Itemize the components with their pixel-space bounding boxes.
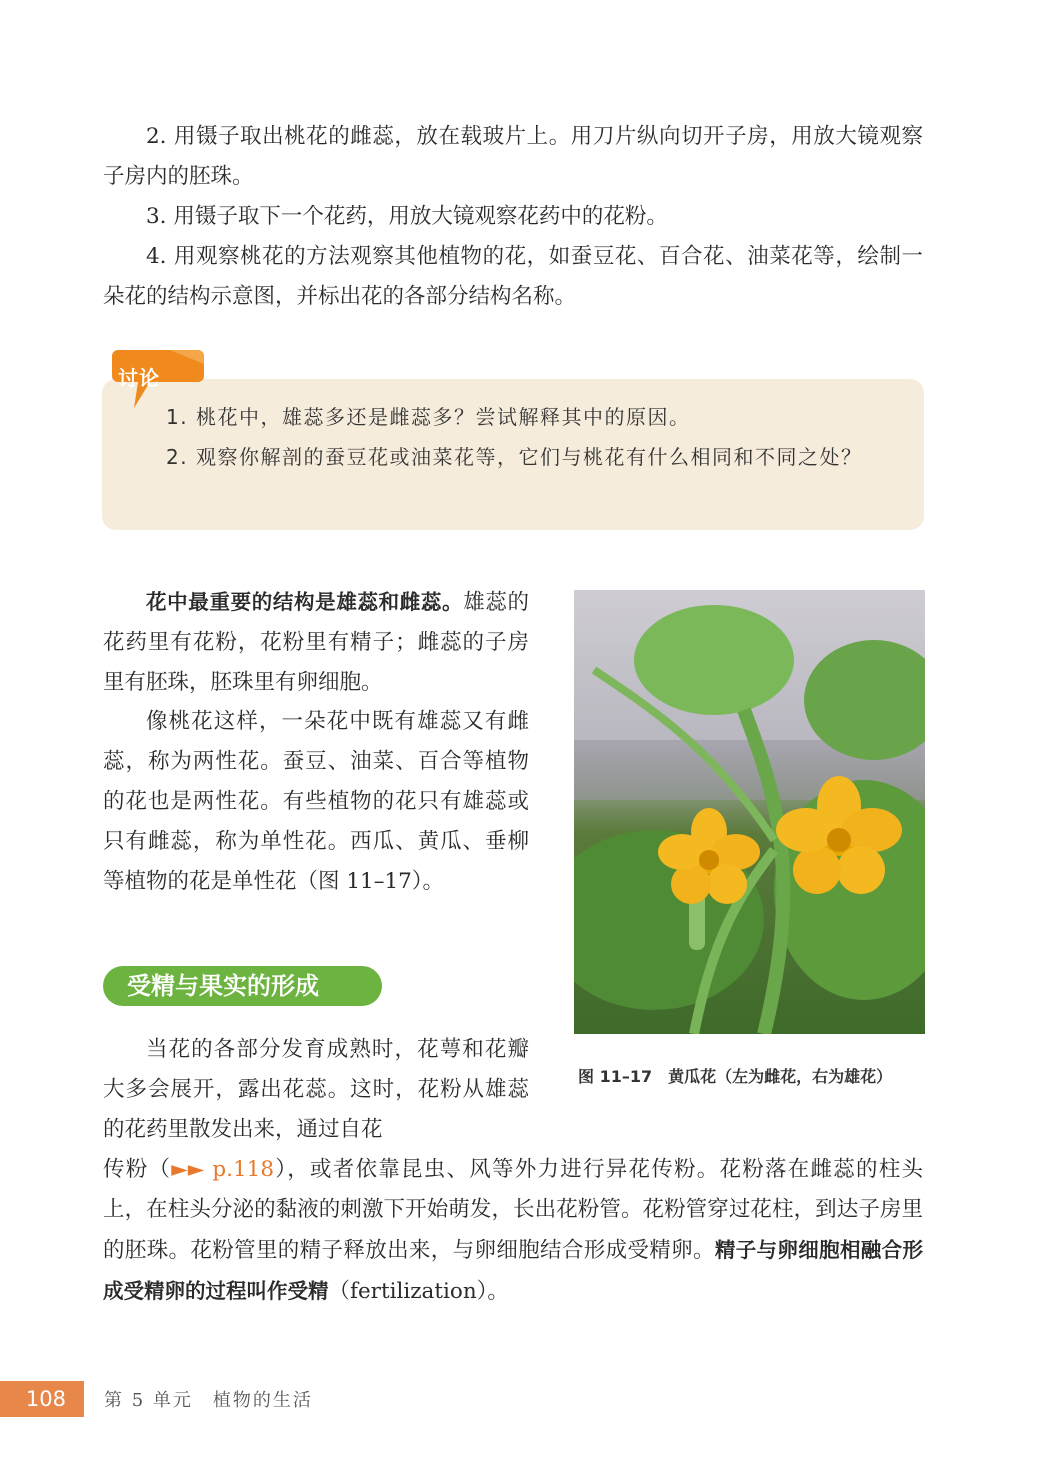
page-reference-link[interactable]: ►► p.118 <box>171 1157 275 1182</box>
section-heading: 受精与果实的形成 <box>103 966 382 1006</box>
step-2: 2. 用镊子取出桃花的雌蕊，放在载玻片上。用刀片纵向切开子房，用放大镜观察子房内的胚珠。 <box>103 124 923 189</box>
discussion-label: 讨论 <box>118 366 160 390</box>
flower-structure-text <box>103 582 529 703</box>
fertilization-text-b: ），或者依靠昆虫、风等外力进行异花传粉。花粉落在雌蕊的柱头上，在柱头分泌的黏液的刺激下开始萌发，长出花粉管。花粉管穿过花柱，到达子房里的胚珠。花粉管里的精子释放出来，与卵细胞结合形成受精卵。 <box>103 1157 923 1263</box>
discussion-item-1: 1. 桃花中，雄蕊多还是雌蕊多？尝试解释其中的原因。 <box>166 405 691 429</box>
discussion-item-2: 2. 观察你解剖的蚕豆花或油菜花等，它们与桃花有什么相同和不同之处？ <box>166 445 863 469</box>
fertilization-definition: 精子与卵细胞相融合形成受精卵的过程叫作受精 <box>103 1238 924 1303</box>
flower-structure-rest: 雄蕊的花药里有花粉，花粉里有精子；雌蕊的子房里有胚珠，胚珠里有卵细胞。 <box>103 590 529 695</box>
fertilization-term: （fertilization）。 <box>328 1279 509 1304</box>
fertilization-text-part2 <box>103 1150 923 1312</box>
fertilization-text-a: 传粉（ <box>103 1157 172 1182</box>
figure-number: 图 11–17 <box>578 1067 653 1086</box>
cucumber-flower-photo <box>574 590 925 1034</box>
page-number: 108 <box>0 1381 84 1417</box>
step-4: 4. 用观察桃花的方法观察其他植物的花，如蚕豆花、百合花、油菜花等，绘制一朵花的结构示意图，并标出花的各部分结构名称。 <box>103 244 923 309</box>
unit-title: 第 5 单元 植物的生活 <box>104 1390 313 1411</box>
fertilization-text-part1: 当花的各部分发育成熟时，花萼和花瓣大多会展开，露出花蕊。这时，花粉从雄蕊的花药里散发出来，通过自花 <box>103 1037 529 1142</box>
discussion-box <box>102 379 924 530</box>
key-sentence: 花中最重要的结构是雄蕊和雌蕊。 <box>146 590 464 614</box>
bisexual-flower-text: 像桃花这样，一朵花中既有雄蕊又有雌蕊，称为两性花。蚕豆、油菜、百合等植物的花也是两性花。有些植物的花只有雄蕊或只有雌蕊，称为单性花。西瓜、黄瓜、垂柳等植物的花是单性花（图 11–17）。 <box>103 709 529 894</box>
step-3: 3. 用镊子取下一个花药，用放大镜观察花药中的花粉。 <box>146 204 668 229</box>
figure-caption <box>578 1064 928 1087</box>
figure-caption-text: 黄瓜花（左为雌花，右为雄花） <box>668 1067 893 1086</box>
